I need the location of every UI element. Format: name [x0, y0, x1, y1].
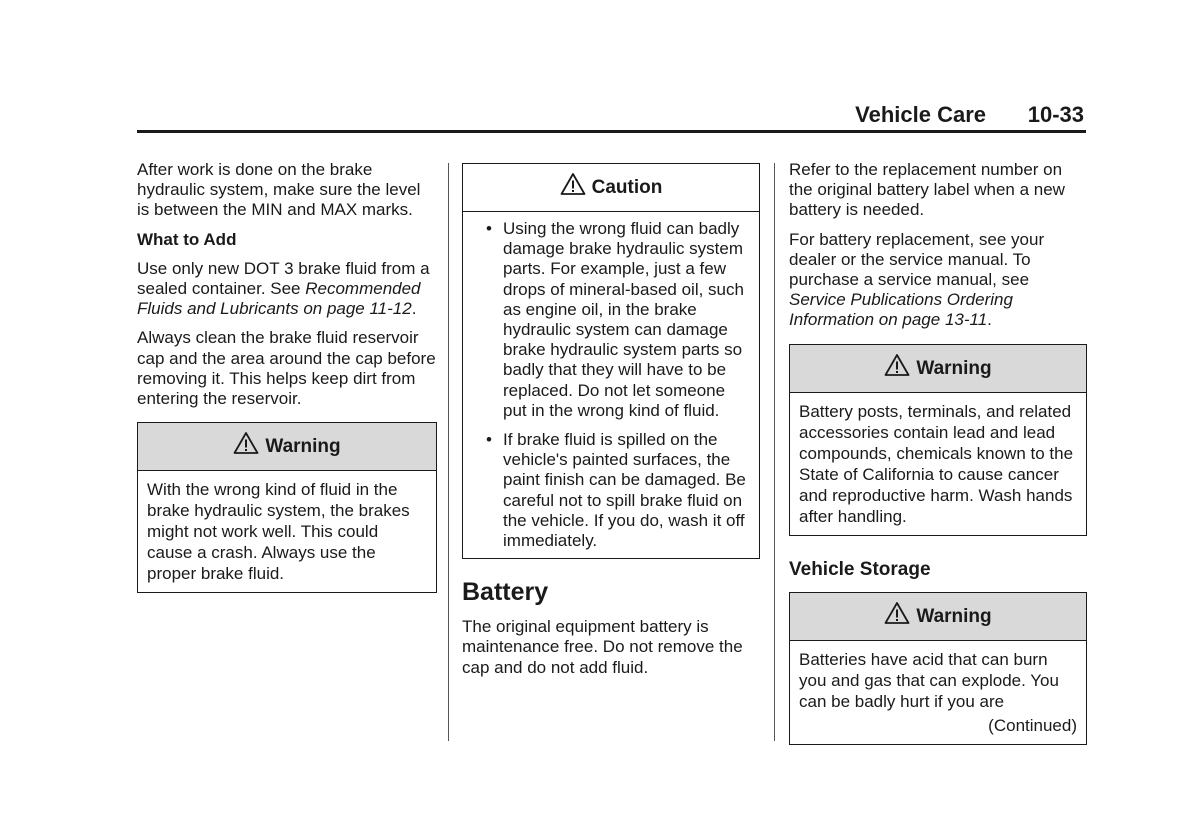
page-number: 10-33 [1027, 102, 1084, 127]
cross-reference: Service Publications Ordering Information on page 13-11 [789, 290, 1013, 330]
caution-triangle-icon [560, 172, 586, 203]
list-item [472, 219, 750, 421]
bullet-icon: • [486, 430, 492, 450]
column-left [137, 160, 437, 593]
warning-title [790, 593, 1086, 641]
continued-label: (Continued) [988, 715, 1077, 735]
warning-body: Battery posts, terminals, and related accessories contain lead and lead compounds, chemicals known to the State of California to cause cancer and reproductive harm. Wash hands after handling. [799, 401, 1074, 526]
column-right [789, 160, 1087, 745]
warning-body-text: Batteries have acid that can burn you and gas that can explode. You can be badly hurt if you are [799, 649, 1059, 711]
paragraph: Always clean the brake fluid reservoir cap and the area around the cap before removing it. This helps keep dirt from entering the reservoir. [137, 328, 436, 409]
battery-heading: Battery [462, 578, 549, 607]
warning-title [138, 423, 436, 471]
warning-box [137, 422, 437, 593]
caution-title-text: Caution [591, 177, 663, 198]
warning-title-text: Warning [916, 605, 992, 627]
cross-reference: Recommended Fluids and Lubricants on page 11-12 [137, 279, 421, 319]
caution-body [463, 212, 759, 558]
caution-box [462, 163, 760, 559]
warning-body [790, 641, 1086, 744]
list-item [472, 430, 750, 551]
caution-title [463, 164, 759, 212]
what-to-add-heading: What to Add [137, 229, 237, 249]
caution-list [472, 219, 750, 551]
paragraph [137, 259, 437, 320]
text: . [987, 310, 992, 330]
warning-triangle-icon [233, 431, 259, 462]
warning-title-text: Warning [265, 436, 341, 458]
bullet-icon: • [486, 219, 492, 238]
list-item-text: Using the wrong fluid can badly damage brake hydraulic system parts. For example, just a few drops of mineral-based oil, such as engine oil, in the brake hydraulic system can damage brake hydraulic system parts so badly that they will have to be replaced. Do not let someone put in the wrong kind of fluid. [503, 219, 744, 420]
paragraph [789, 230, 1087, 331]
section-title: Vehicle Care [855, 102, 986, 127]
vehicle-storage-heading: Vehicle Storage [789, 558, 931, 580]
text: For battery replacement, see your dealer or the service manual. To purchase a service manual, see [789, 229, 1045, 290]
warning-box [789, 344, 1087, 536]
paragraph: Refer to the replacement number on the original battery label when a new battery is needed. [789, 160, 1065, 220]
warning-box [789, 592, 1087, 745]
paragraph: After work is done on the brake hydraulic system, make sure the level is between the MIN and MAX marks. [137, 160, 421, 220]
column-divider [774, 163, 775, 741]
page-header [137, 100, 1086, 133]
warning-triangle-icon [884, 601, 910, 632]
paragraph: The original equipment battery is maintenance free. Do not remove the cap and do not add fluid. [462, 617, 743, 677]
warning-title-text: Warning [916, 357, 992, 379]
warning-title [790, 345, 1086, 393]
warning-triangle-icon [884, 353, 910, 384]
text: Use only new DOT 3 brake fluid from a sealed container. See [137, 258, 430, 299]
column-middle [462, 160, 760, 687]
text: . [411, 299, 417, 319]
list-item-text: If brake fluid is spilled on the vehicle's painted surfaces, the paint finish can be damaged. Be careful not to spill brake fluid on the vehicle. If you do, wash it off immediately. [503, 430, 746, 551]
column-divider [448, 163, 449, 741]
warning-body: With the wrong kind of fluid in the brake hydraulic system, the brakes might not work well. This could cause a crash. Always use the proper brake fluid. [147, 480, 410, 584]
